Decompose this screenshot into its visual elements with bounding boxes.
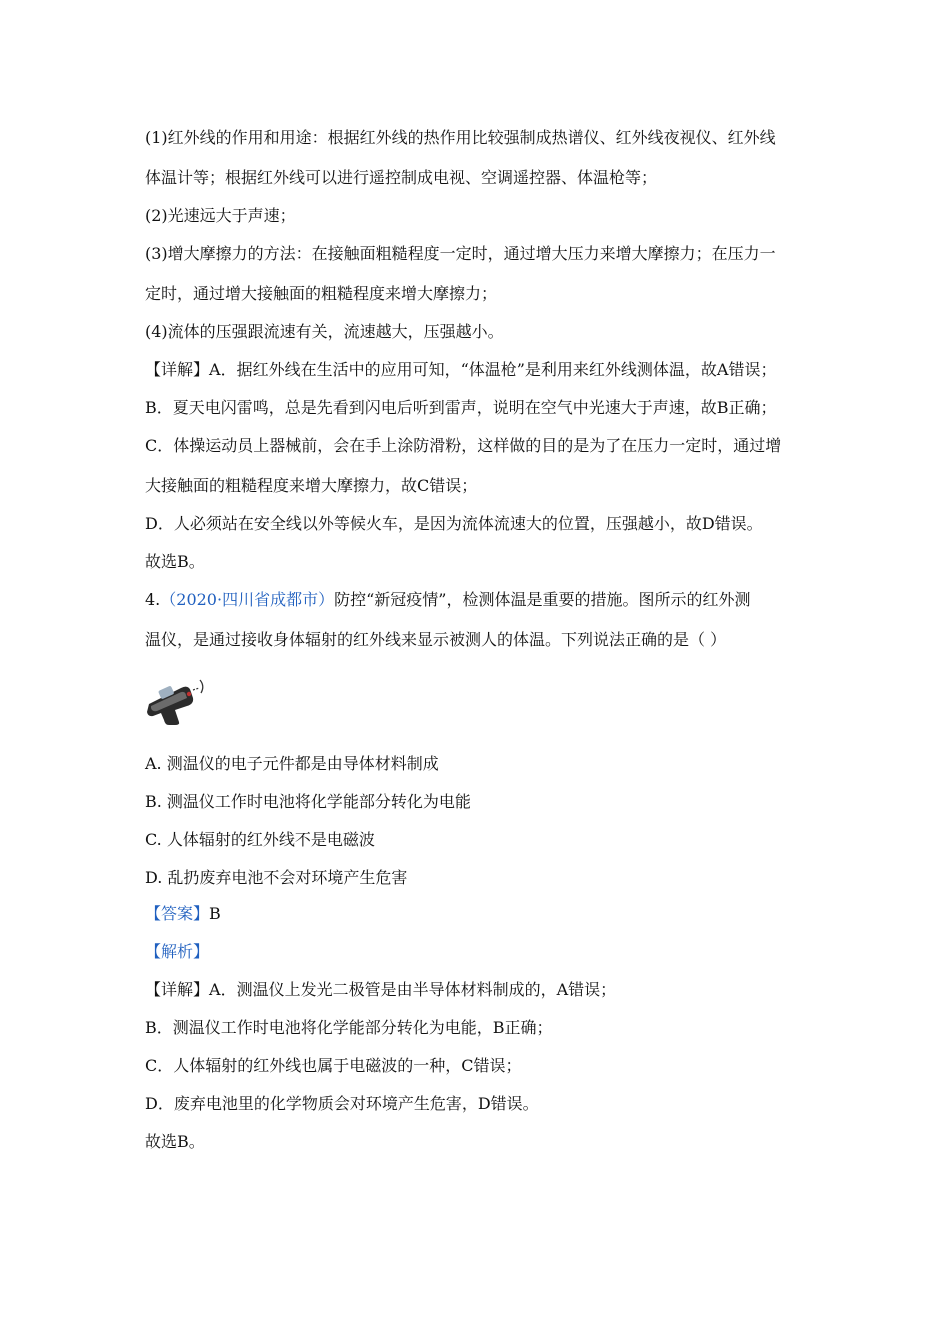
q3-detail-a: A．据红外线在生活中的应用可知，“体温枪”是利用来红外线测体温，故A错误； xyxy=(209,360,777,379)
q4-option-c: C. 人体辐射的红外线不是电磁波 xyxy=(145,830,375,849)
q4-detail-b: B．测温仪工作时电池将化学能部分转化为电能，B正确； xyxy=(145,1018,553,1037)
analysis-point-1b: 体温计等；根据红外线可以进行遥控制成电视、空调遥控器、体温枪等； xyxy=(145,168,658,187)
q4-analysis-tag: 【解析】 xyxy=(145,942,210,961)
analysis-point-2: (2)光速远大于声速； xyxy=(145,206,296,225)
q4-conclusion: 故选B。 xyxy=(145,1132,205,1151)
q4-answer-tag: 【答案】 xyxy=(145,904,210,923)
analysis-point-1a: (1)红外线的作用和用途：根据红外线的热作用比较强制成热谱仪、红外线夜视仪、红外线 xyxy=(145,128,776,147)
q4-stem-2: 温仪，是通过接收身体辐射的红外线来显示被测人的体温。下列说法正确的是（ ） xyxy=(145,630,727,649)
q4-stem-line-1 xyxy=(145,590,825,610)
q3-detail-c1: C．体操运动员上器械前，会在手上涂防滑粉，这样做的目的是为了在压力一定时，通过增 xyxy=(145,436,782,455)
q4-detail-c: C．人体辐射的红外线也属于电磁波的一种，C错误； xyxy=(145,1056,522,1075)
infrared-thermometer-icon xyxy=(145,668,207,726)
q4-detail-a-line xyxy=(145,980,825,1000)
analysis-point-3a: (3)增大摩擦力的方法：在接触面粗糙程度一定时，通过增大压力来增大摩擦力；在压力一 xyxy=(145,244,776,263)
q3-detail-tag: 【详解】 xyxy=(145,360,210,379)
q3-detail-a-line xyxy=(145,360,825,380)
q3-detail-d: D．人必须站在安全线以外等候火车，是因为流体流速大的位置，压强越小，故D错误。 xyxy=(145,514,763,533)
q4-detail-d: D．废弃电池里的化学物质会对环境产生危害，D错误。 xyxy=(145,1094,539,1113)
q4-number: 4. xyxy=(145,590,161,609)
q4-stem-1: 防控“新冠疫情”，检测体温是重要的措施。图所示的红外测 xyxy=(334,590,751,609)
q4-source: （2020·四川省成都市） xyxy=(160,590,335,609)
q4-detail-tag: 【详解】 xyxy=(145,980,210,999)
q4-answer: B xyxy=(209,904,221,923)
analysis-point-3b: 定时，通过增大接触面的粗糙程度来增大摩擦力； xyxy=(145,284,498,303)
q4-option-b: B. 测温仪工作时电池将化学能部分转化为电能 xyxy=(145,792,471,811)
q3-detail-b: B．夏天电闪雷鸣，总是先看到闪电后听到雷声，说明在空气中光速大于声速，故B正确； xyxy=(145,398,777,417)
q4-answer-line xyxy=(145,904,825,924)
q4-option-d: D. 乱扔废弃电池不会对环境产生危害 xyxy=(145,868,408,887)
q4-detail-a: A．测温仪上发光二极管是由半导体材料制成的，A错误； xyxy=(209,980,617,999)
q3-conclusion: 故选B。 xyxy=(145,552,205,571)
q3-detail-c2: 大接触面的粗糙程度来增大摩擦力，故C错误； xyxy=(145,476,478,495)
q4-option-a: A. 测温仪的电子元件都是由导体材料制成 xyxy=(145,754,439,773)
analysis-point-4: (4)流体的压强跟流速有关，流速越大，压强越小。 xyxy=(145,322,504,341)
